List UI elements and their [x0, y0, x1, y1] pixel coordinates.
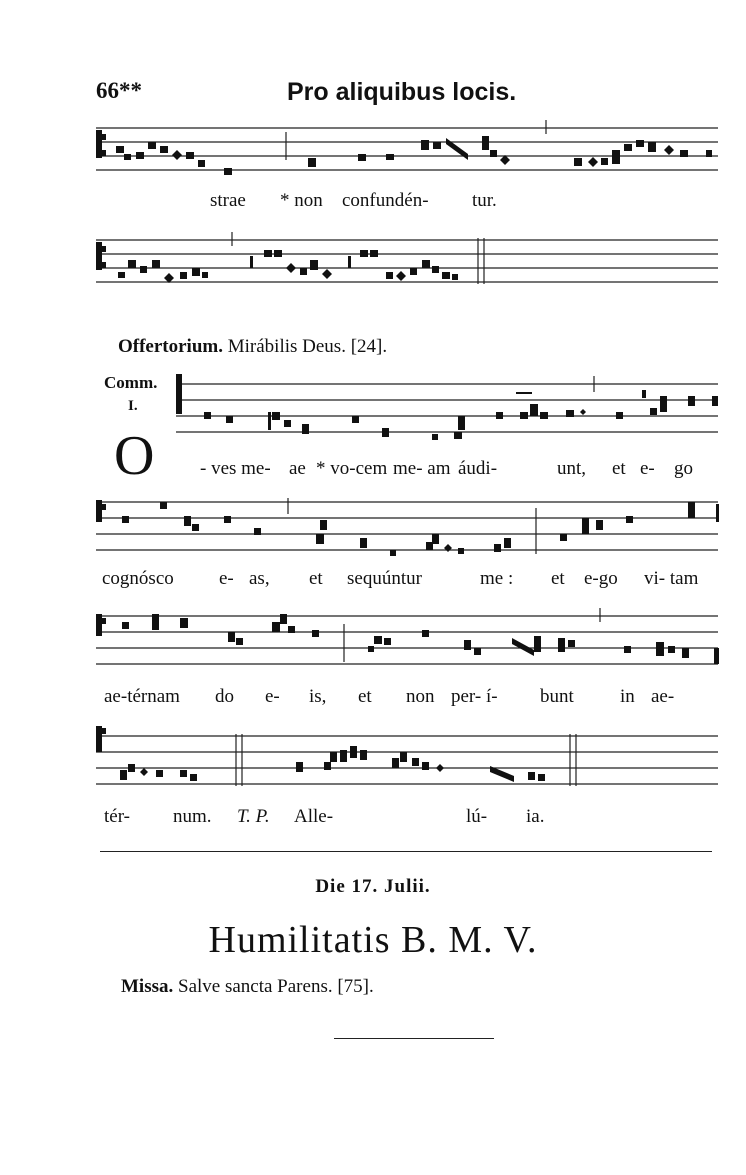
chant-staff-1: [96, 120, 720, 190]
missa-label: Missa.: [121, 976, 174, 997]
lyric-syllable: bunt: [540, 686, 574, 707]
closing-rule: [334, 1038, 494, 1039]
lyric-syllable: et: [309, 568, 323, 589]
lyric-syllable: ae: [289, 458, 306, 479]
lyric-syllable: ae-: [651, 686, 675, 707]
lyric-syllable: tér-: [104, 806, 130, 827]
missa-text: Salve sancta Parens. [75].: [178, 976, 374, 997]
feast-date: Die 17. Julii.: [315, 876, 431, 897]
lyric-syllable: lú-: [466, 806, 488, 827]
lyric-syllable: is,: [309, 686, 327, 707]
running-title: Pro aliquibus locis.: [287, 78, 517, 106]
lyric-syllable: * vo-cem: [316, 458, 388, 479]
offertory-label: Offertorium.: [118, 336, 223, 357]
lyric-syllable: tur.: [472, 190, 497, 211]
lyric-syllable: Alle-: [294, 806, 334, 827]
lyric-syllable: ae-térnam: [104, 686, 180, 707]
lyric-syllable: - ves me-: [200, 458, 271, 479]
lyric-syllable: e-go: [584, 568, 618, 589]
lyric-syllable: et: [612, 458, 626, 479]
offertory-incipit: Mirábilis Deus. [24].: [227, 336, 388, 357]
page-number: 66**: [96, 78, 142, 103]
lyric-syllable: me :: [480, 568, 514, 589]
lyric-syllable: T. P.: [237, 806, 270, 827]
lyric-syllable: strae: [210, 190, 246, 211]
lyric-syllable: unt,: [557, 458, 587, 479]
lyric-syllable: e-: [219, 568, 234, 589]
lyric-syllable: e-: [640, 458, 655, 479]
lyric-syllable: per- í-: [451, 686, 498, 707]
lyric-syllable: in: [620, 686, 635, 707]
communion-label: Comm.: [104, 373, 158, 392]
lyric-syllable: áudi-: [458, 458, 498, 479]
lyric-syllable: num.: [173, 806, 212, 827]
lyric-syllable: * non: [280, 190, 323, 211]
lyric-syllable: et: [358, 686, 372, 707]
lyric-syllable: sequúntur: [347, 568, 422, 589]
initial-letter: O: [114, 425, 155, 487]
section-divider: [100, 851, 712, 852]
chant-staff-5: [96, 604, 720, 676]
chant-staff-4: [96, 490, 720, 564]
chant-staff-3: [176, 372, 720, 446]
offertory-reference: [118, 336, 387, 358]
lyric-syllable: go: [674, 458, 693, 479]
lyric-syllable: cognósco: [102, 568, 174, 589]
lyric-syllable: ia.: [526, 806, 545, 827]
chant-staff-2: [96, 232, 720, 296]
missa-reference: [121, 976, 374, 998]
lyric-syllable: et: [551, 568, 565, 589]
lyric-syllable: non: [406, 686, 435, 707]
lyric-syllable: me- am: [393, 458, 451, 479]
chant-staff-6: [96, 722, 720, 796]
lyric-syllable: confundén-: [342, 190, 429, 211]
lyric-syllable: vi- tam: [644, 568, 699, 589]
communion-mode: I.: [128, 398, 138, 414]
lyric-syllable: e-: [265, 686, 280, 707]
lyric-syllable: as,: [249, 568, 270, 589]
lyric-syllable: do: [215, 686, 234, 707]
feast-title: Humilitatis B. M. V.: [208, 919, 538, 961]
